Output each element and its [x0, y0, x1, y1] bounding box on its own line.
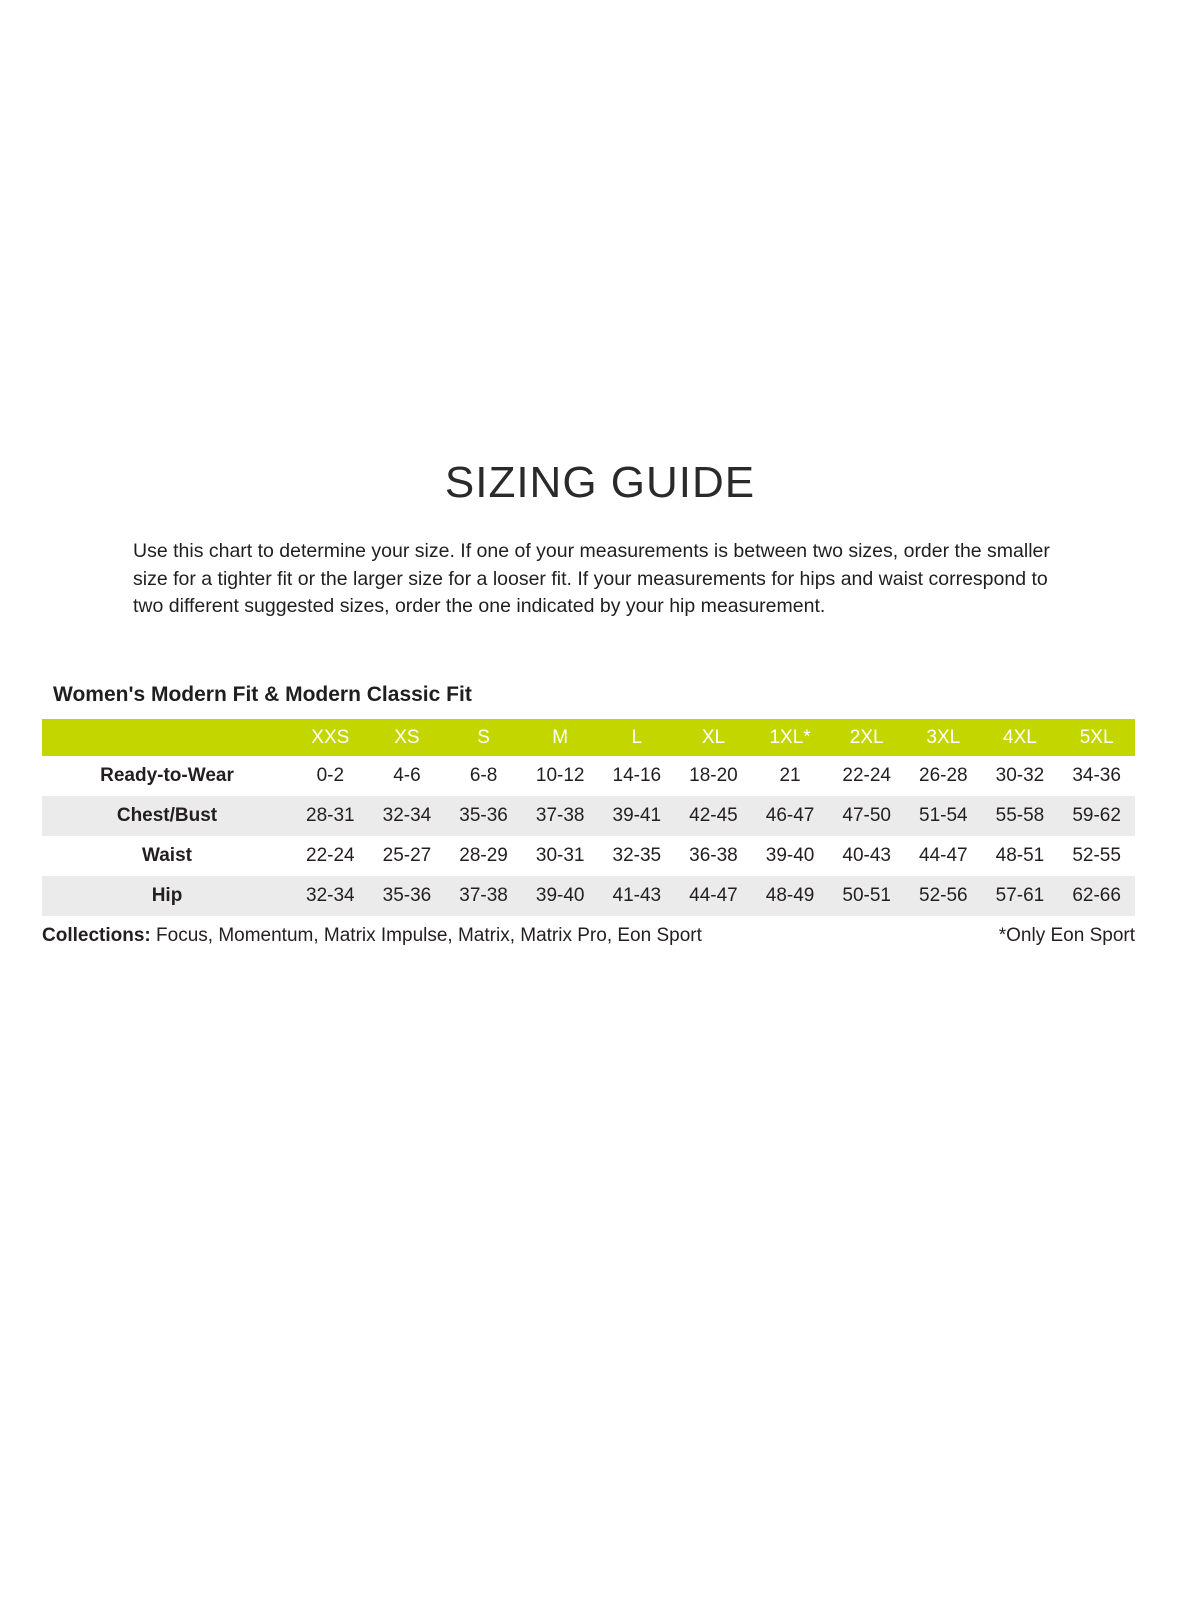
- table-cell: 32-34: [306, 885, 355, 907]
- table-cell: 48-49: [765, 885, 815, 907]
- table-cell: 48-51: [995, 845, 1045, 867]
- collections-list: Focus, Momentum, Matrix Impulse, Matrix, Matrix Pro, Eon Sport: [156, 925, 702, 947]
- row-label: Hip: [151, 885, 183, 907]
- table-header-row: [42, 719, 1135, 756]
- table-cell: 30-32: [995, 765, 1045, 787]
- table-cell: 55-58: [995, 805, 1045, 827]
- header-cell-5xl: 5XL: [1058, 719, 1135, 756]
- row-label: Ready-to-Wear: [100, 765, 234, 787]
- table-cell: 32-35: [612, 845, 662, 867]
- table-cell: 22-24: [306, 845, 355, 867]
- footnote-only-eon-sport: *Only Eon Sport: [998, 925, 1135, 947]
- table-cell: 52-56: [919, 885, 968, 907]
- table-cell: 51-54: [919, 805, 968, 827]
- header-cell-l: L: [599, 719, 676, 756]
- section-heading: Women's Modern Fit & Modern Classic Fit: [53, 683, 472, 707]
- table-cell: 28-31: [306, 805, 355, 827]
- collections-label: Collections:: [42, 925, 151, 947]
- table-cell: 35-36: [382, 885, 432, 907]
- table-cell: 57-61: [995, 885, 1045, 907]
- table-cell: 39-41: [612, 805, 662, 827]
- header-cell-empty: [42, 719, 292, 756]
- page-title: SIZING GUIDE: [444, 458, 756, 507]
- table-cell: 25-27: [382, 845, 432, 867]
- header-cell-1xl: 1XL*: [752, 719, 829, 756]
- table-cell: 26-28: [919, 765, 968, 787]
- table-cell: 10-12: [535, 765, 585, 787]
- header-cell-2xl: 2XL: [828, 719, 905, 756]
- collections-line: [42, 925, 702, 947]
- table-cell: 44-47: [919, 845, 968, 867]
- header-cell-4xl: 4XL: [982, 719, 1059, 756]
- table-cell: 47-50: [842, 805, 891, 827]
- header-cell-s: S: [445, 719, 522, 756]
- table-cell: 50-51: [842, 885, 891, 907]
- table-cell: 4-6: [393, 765, 421, 787]
- table-cell: 36-38: [689, 845, 738, 867]
- table-row-waist: [42, 836, 1135, 876]
- table-cell: 35-36: [459, 805, 508, 827]
- table-cell: 39-40: [765, 845, 815, 867]
- header-cell-3xl: 3XL: [905, 719, 982, 756]
- header-cell-xxs: XXS: [292, 719, 369, 756]
- table-cell: 21: [779, 765, 801, 787]
- table-cell: 42-45: [689, 805, 738, 827]
- header-cell-xs: XS: [369, 719, 446, 756]
- sizing-table: [42, 719, 1135, 916]
- table-cell: 0-2: [316, 765, 345, 787]
- table-cell: 32-34: [382, 805, 432, 827]
- table-cell: 39-40: [535, 885, 585, 907]
- header-cell-xl: XL: [675, 719, 752, 756]
- row-label: Chest/Bust: [116, 805, 218, 827]
- table-cell: 37-38: [535, 805, 585, 827]
- row-label: Waist: [142, 845, 192, 867]
- table-footer: [42, 925, 1135, 947]
- table-cell: 62-66: [1072, 885, 1121, 907]
- table-cell: 44-47: [689, 885, 738, 907]
- table-cell: 22-24: [842, 765, 891, 787]
- table-row-chest-bust: [42, 796, 1135, 836]
- table-cell: 18-20: [689, 765, 738, 787]
- table-cell: 30-31: [535, 845, 585, 867]
- table-cell: 46-47: [765, 805, 815, 827]
- table-row-hip: [42, 876, 1135, 916]
- table-cell: 34-36: [1072, 765, 1121, 787]
- table-row-ready-to-wear: [42, 756, 1135, 796]
- table-cell: 52-55: [1072, 845, 1121, 867]
- table-cell: 59-62: [1072, 805, 1121, 827]
- table-cell: 14-16: [612, 765, 662, 787]
- table-cell: 6-8: [469, 765, 498, 787]
- table-cell: 41-43: [612, 885, 662, 907]
- header-cell-m: M: [522, 719, 599, 756]
- table-cell: 28-29: [459, 845, 508, 867]
- table-cell: 40-43: [842, 845, 891, 867]
- intro-paragraph: Use this chart to determine your size. If one of your measurements is between two sizes, order the smaller size for a tighter fit or the larger size for a looser fit. If your measurements for hips and waist correspond to two different suggested sizes, order the one indicated by your hip measurement.: [133, 540, 1050, 618]
- table-cell: 37-38: [459, 885, 508, 907]
